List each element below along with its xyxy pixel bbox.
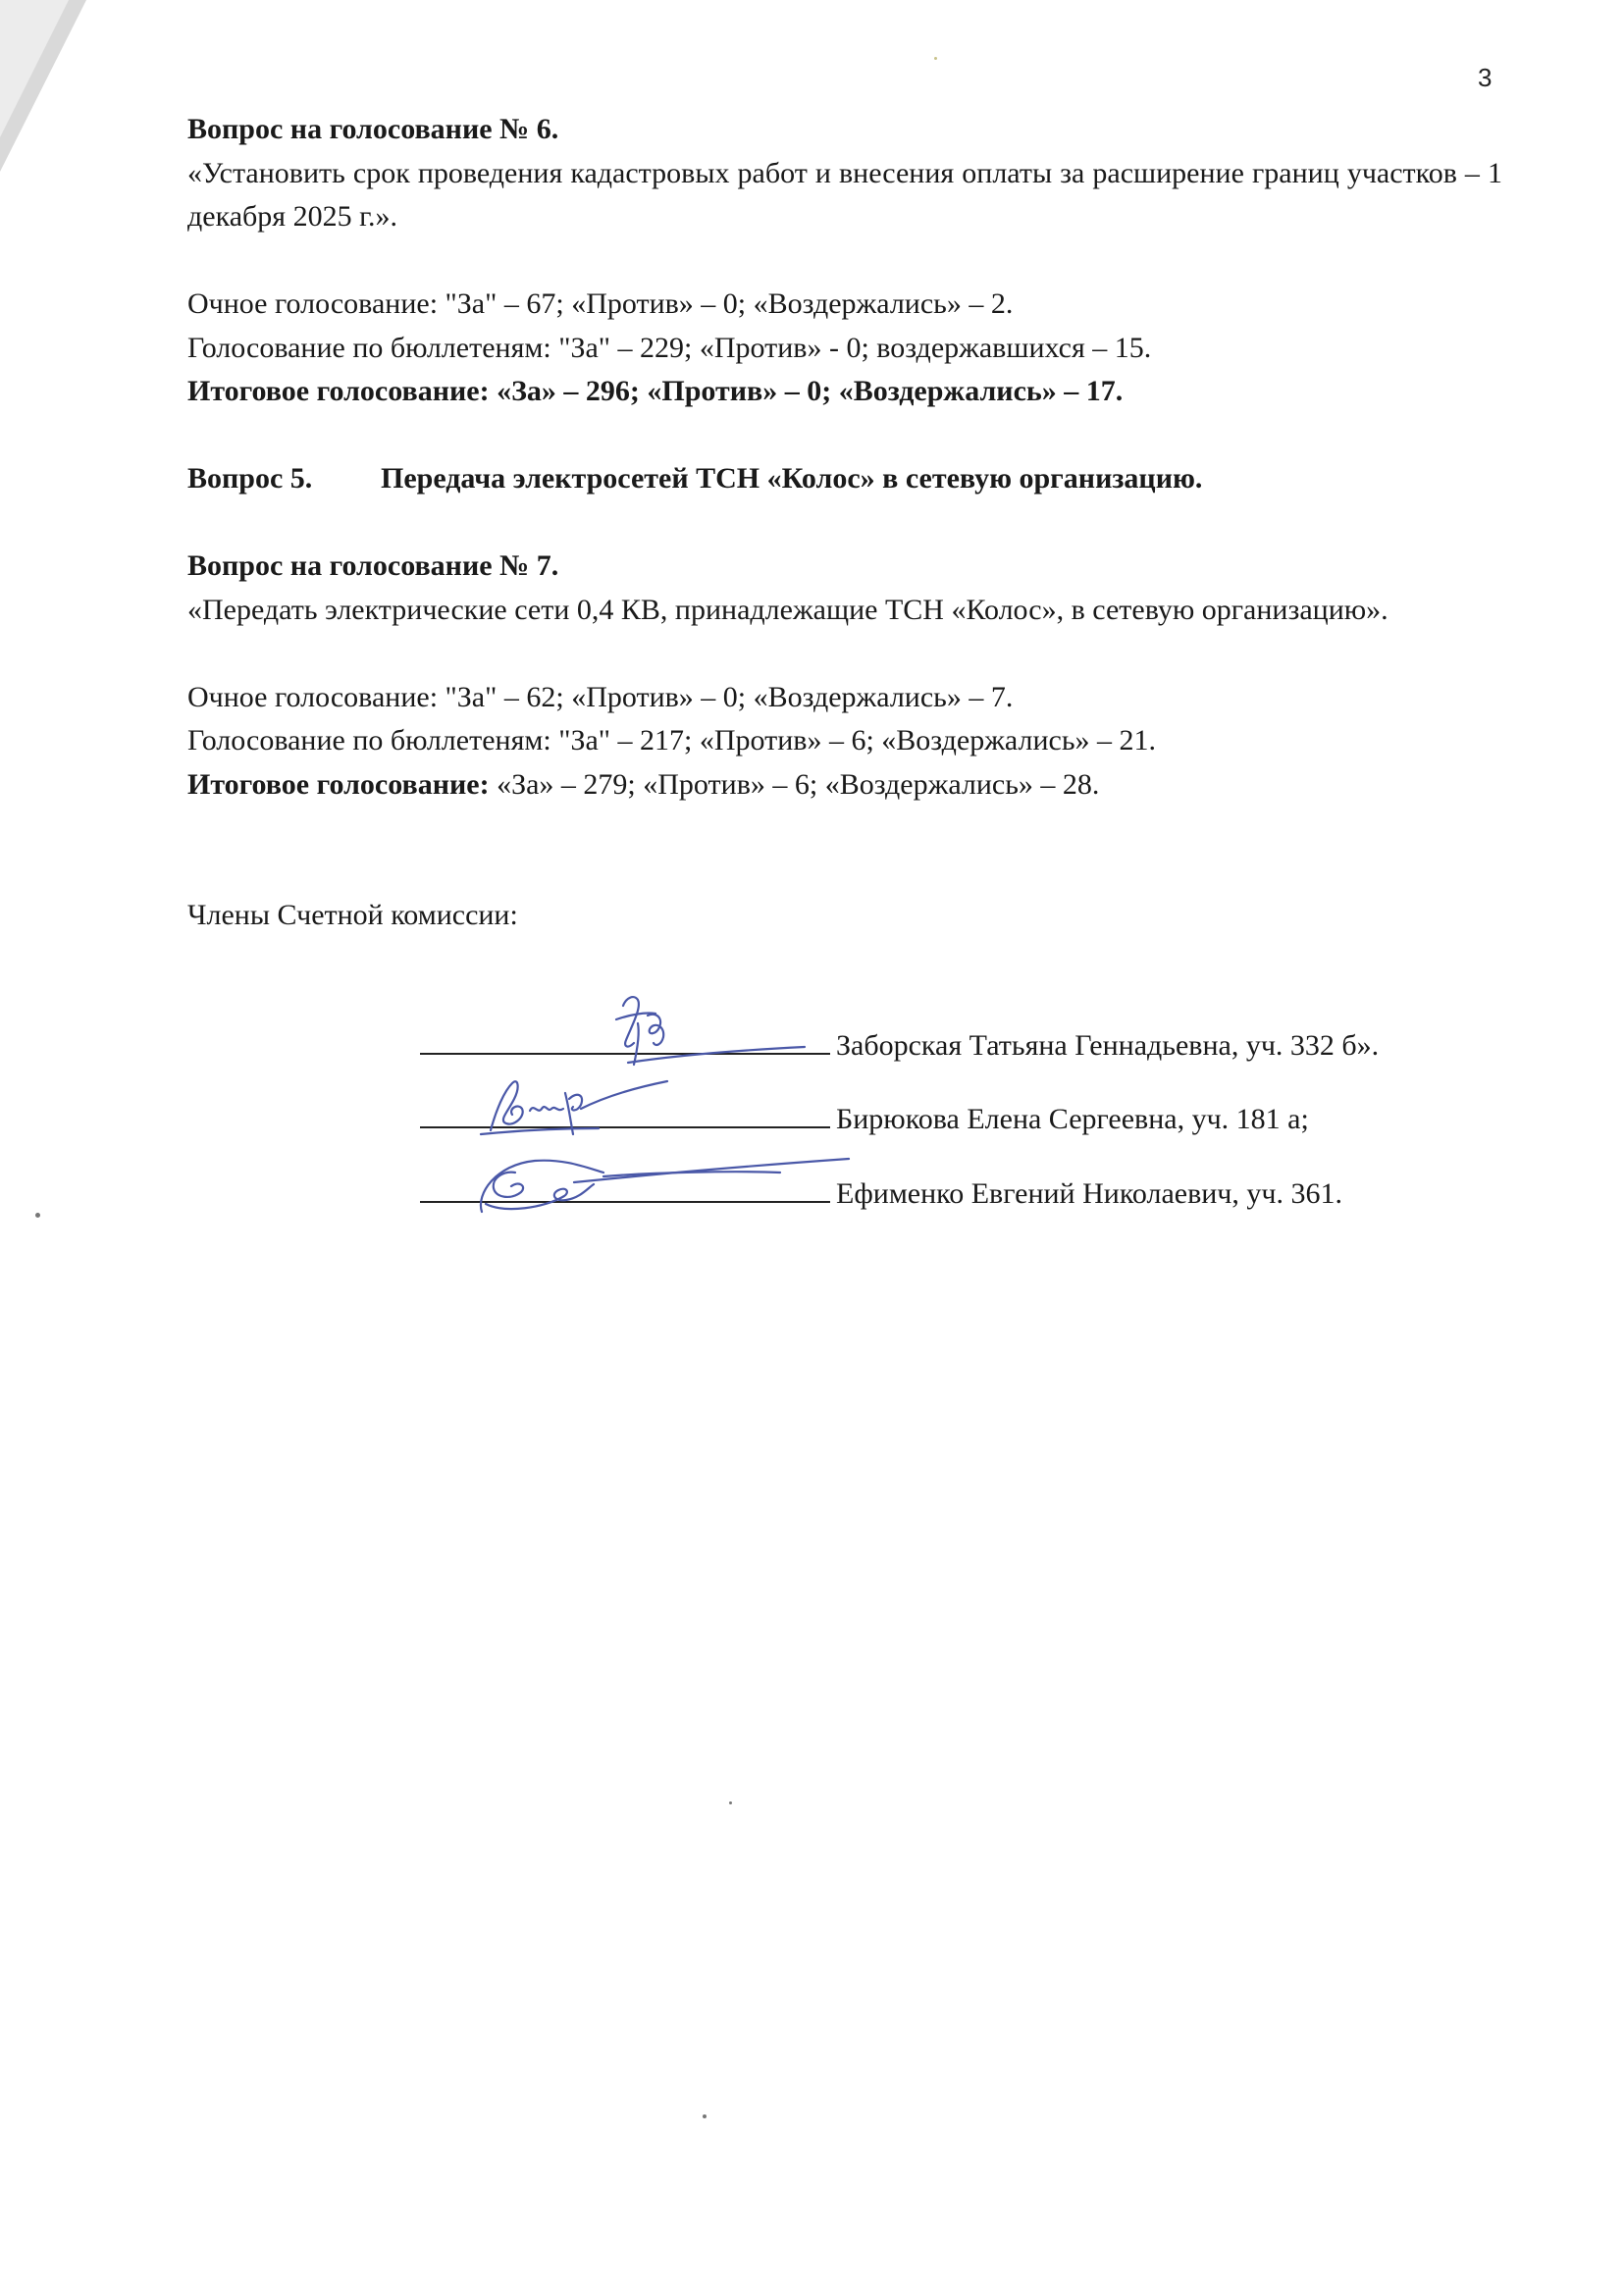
commission-member-name: Заборская Татьяна Геннадьевна, уч. 332 б». <box>836 1029 1380 1062</box>
item-5-heading <box>187 457 1502 501</box>
question-6-ballot-vote: Голосование по бюллетеням: "За" – 229; «Против» - 0; воздержавшихся – 15. <box>187 331 1152 364</box>
commission-member-name: Ефименко Евгений Николаевич, уч. 361. <box>836 1177 1342 1210</box>
signature-line <box>420 1172 830 1203</box>
commission-member-2 <box>420 1097 1309 1140</box>
question-7-total-label: Итоговое голосование: <box>187 767 490 801</box>
signature-line <box>420 1097 830 1128</box>
question-7-total-values: «За» – 279; «Против» – 6; «Воздержались» – 28. <box>497 767 1100 801</box>
question-6-heading: Вопрос на голосование № 6. <box>187 113 559 145</box>
commission-label: Члены Счетной комиссии: <box>187 899 518 931</box>
signature-line <box>420 1023 830 1055</box>
question-7-heading: Вопрос на голосование № 7. <box>187 549 559 582</box>
page-number: 3 <box>1478 63 1493 92</box>
question-7-text: «Передать электрические сети 0,4 КВ, принадлежащие ТСН «Колос», в сетевую организацию». <box>187 593 1388 626</box>
commission-member-3 <box>420 1172 1342 1215</box>
question-7-ballot-vote: Голосование по бюллетеням: "За" – 217; «Против» – 6; «Воздержались» – 21. <box>187 724 1157 756</box>
question-6-in-person-vote: Очное голосование: "За" – 67; «Против» – 0; «Воздержались» – 2. <box>187 287 1014 320</box>
document-body <box>187 108 1502 938</box>
question-7-total-vote <box>187 763 1502 808</box>
commission-member-name: Бирюкова Елена Сергеевна, уч. 181 а; <box>836 1103 1309 1135</box>
item-5-number: Вопрос 5. <box>187 462 313 495</box>
item-5-title: Передача электросетей ТСН «Колос» в сетевую организацию. <box>381 462 1203 495</box>
question-7-in-person-vote: Очное голосование: "За" – 62; «Против» – 0; «Воздержались» – 7. <box>187 680 1014 713</box>
folded-corner-shadow <box>0 0 108 186</box>
question-6-total-vote: Итоговое голосование: «За» – 296; «Против» – 0; «Воздержались» – 17. <box>187 375 1124 407</box>
commission-member-1 <box>420 1023 1379 1067</box>
question-6-text: «Установить срок проведения кадастровых работ и внесения оплаты за расширение границ участков – 1 декабря 2025 г.». <box>187 156 1502 233</box>
